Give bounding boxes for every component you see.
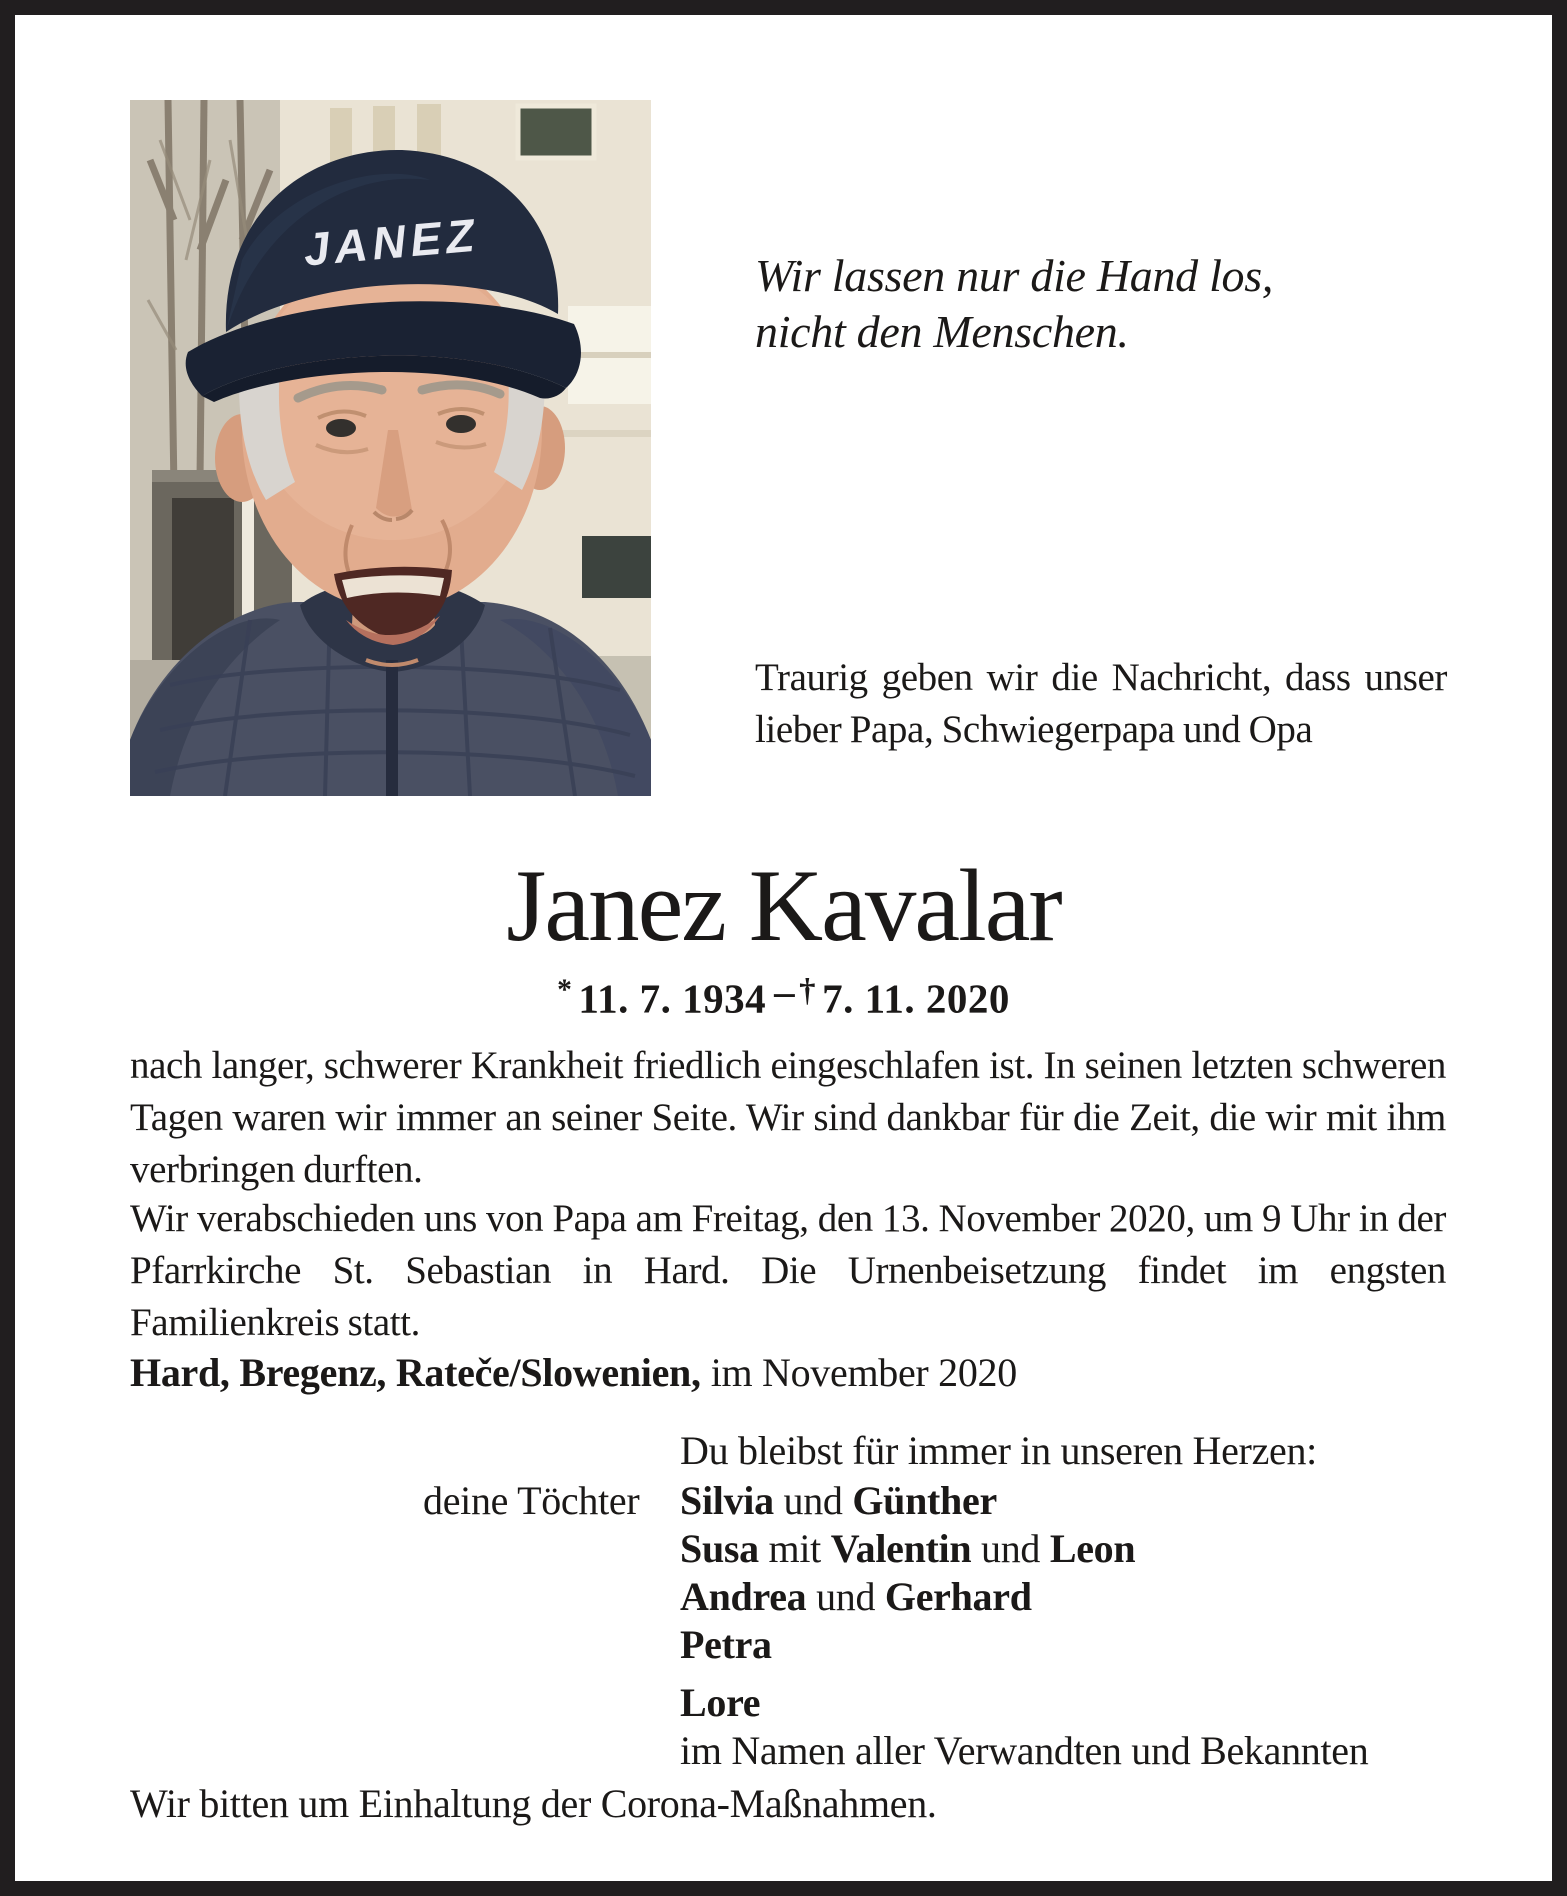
family-member-name: Gerhard [884, 1574, 1032, 1619]
location-line [130, 1349, 1017, 1396]
closing-line: im Namen aller Verwandten und Bekannten [680, 1728, 1369, 1773]
family-member-name: Valentin [830, 1526, 972, 1571]
quote-line-1: Wir lassen nur die Hand los, [755, 250, 1274, 301]
family-connector: und [971, 1526, 1050, 1571]
family-row [680, 1477, 1135, 1525]
family-member-name: Lore [680, 1680, 761, 1725]
obituary-paragraph-1: nach langer, schwerer Krankheit friedlich eingeschlafen ist. In seinen letzten schweren Tagen waren wir immer an seiner Seite. Wir sind dankbar für die Zeit, die wir mit ihm verbringen durften. [130, 1044, 1446, 1191]
family-member-name: Andrea [680, 1574, 807, 1619]
corona-notice: Wir bitten um Einhaltung der Corona-Maßnahmen. [130, 1781, 937, 1826]
family-member-name: Günther [852, 1478, 997, 1523]
family-connector: und [773, 1478, 853, 1523]
memorial-quote [755, 248, 1273, 360]
family-member-name: Leon [1049, 1526, 1136, 1571]
family-row [680, 1573, 1135, 1621]
quote-line-2: nicht den Menschen. [755, 306, 1129, 357]
death-cross-symbol: † [799, 972, 817, 1009]
life-dates [15, 967, 1552, 1022]
birth-date: 11. 7. 1934 [578, 975, 767, 1022]
family-member-name: Susa [680, 1526, 759, 1571]
family-row [680, 1679, 1135, 1727]
deceased-name: Janez Kavalar [506, 849, 1061, 963]
death-date: 7. 11. 2020 [822, 975, 1010, 1022]
portrait-photo [130, 100, 651, 796]
family-row [680, 1525, 1135, 1573]
announcement-intro: Traurig geben wir die Nachricht, dass unser lieber Papa, Schwiegerpapa und Opa [755, 656, 1447, 751]
location-date: im November 2020 [710, 1350, 1017, 1395]
relation-label: deine Töchter [423, 1478, 640, 1523]
dates-separator: – [774, 968, 796, 1014]
family-connector: und [806, 1574, 885, 1619]
family-row [680, 1621, 1135, 1669]
family-member-name: Silvia [680, 1478, 774, 1523]
portrait-illustration [130, 100, 651, 796]
obituary-paragraph-2: Wir verabschieden uns von Papa am Freitag, den 13. November 2020, um 9 Uhr in der Pfarrkirche St. Sebastian in Hard. Die Urnenbeisetzung findet im engsten Familienkreis statt. [130, 1197, 1446, 1344]
cap-text: JANEZ [301, 208, 482, 276]
farewell-heading: Du bleibst für immer in unseren Herzen: [680, 1428, 1317, 1473]
birth-star-symbol: * [557, 974, 573, 1007]
family-rows [680, 1477, 1135, 1727]
family-connector: mit [758, 1526, 831, 1571]
location-places: Hard, Bregenz, Rateče/Slowenien, [130, 1350, 701, 1395]
family-member-name: Petra [680, 1622, 772, 1667]
